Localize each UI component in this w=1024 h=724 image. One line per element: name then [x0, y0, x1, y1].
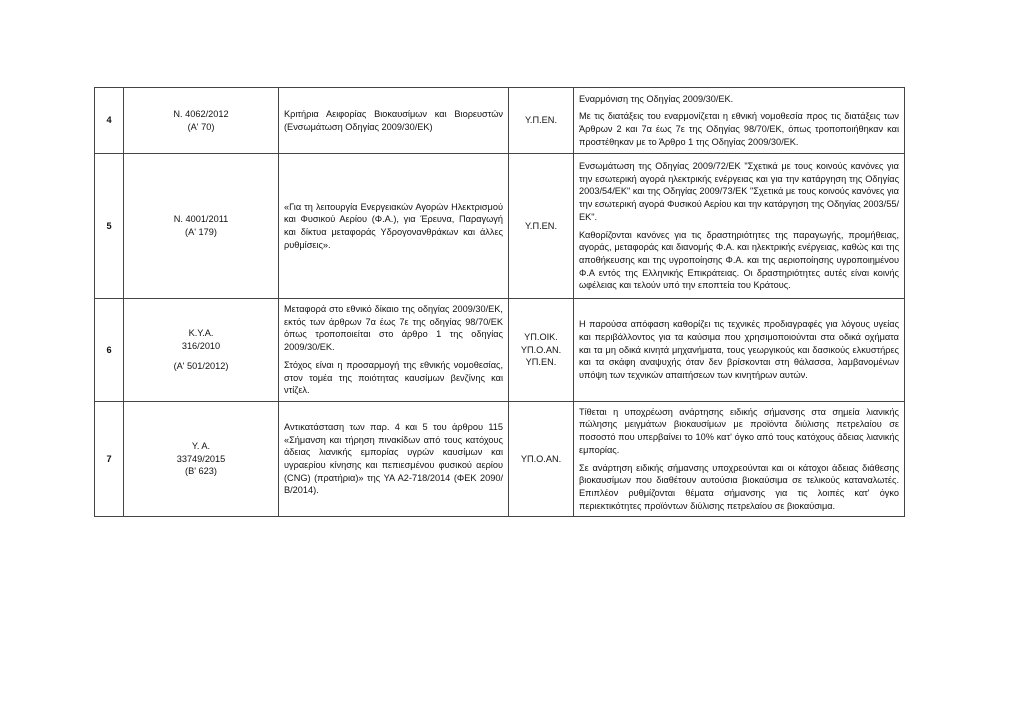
- description-cell: [574, 402, 905, 517]
- law-reference: Ν. 4062/2012: [173, 108, 229, 119]
- table-row: [95, 154, 905, 299]
- law-cell: [124, 402, 279, 517]
- subject-text: Μεταφορά στο εθνικό δίκαιο της οδηγίας 2009/30/ΕΚ, εκτός των άρθρων 7α έως 7ε της οδηγίας 98/70/ΕΚ όπως τροποποιείται στο άρθρο 1 της οδηγίας 2009/30/ΕΚ.: [284, 304, 503, 353]
- description-text: Σε ανάρτηση ειδικής σήμανσης υποχρεούνται και οι κάτοχοι άδειας διάθεσης βιοκαυσίμων που διαθέτουν αυτούσια βιοκαύσιμα σε τελικούς καταναλωτές. Επιπλέον ρυθμίζονται θέματα σήμανσης για τις λοιπές κατ' όγκο περιεκτικότητες προϊόντων διύλισης πετρελαίου σε βιοκαύσιμα.: [579, 462, 899, 511]
- row-number-cell: [95, 299, 124, 402]
- ministry-code: ΥΠ.Ο.ΑΝ.: [520, 453, 562, 464]
- ministry-cell: [509, 402, 574, 517]
- row-number-cell: [95, 88, 124, 154]
- ministry-cell: [509, 299, 574, 402]
- subject-text: Κριτήρια Αειφορίας Βιοκαυσίμων και Βιορευστών (Ενσωμάτωση Οδηγίας 2009/30/ΕΚ): [284, 108, 503, 132]
- law-reference: Ν. 4001/2011: [173, 214, 229, 225]
- law-cell: [124, 299, 279, 402]
- ministry-cell: [509, 88, 574, 154]
- description-text: Ενσωμάτωση της Οδηγίας 2009/72/ΕΚ "Σχετικά με τους κοινούς κανόνες για την εσωτερική αγορά ηλεκτρικής ενέργειας και για την κατάργηση της Οδηγίας 2003/54/ΕΚ" και της Οδηγίας 2009/73/ΕΚ "Σχετικά με τους κοινούς κανόνες για την εσωτερική αγορά Φυσικού Αερίου και την κατάργηση της Οδηγίας 2003/55/ΕΚ".: [579, 161, 899, 222]
- law-cell: [124, 154, 279, 299]
- law-number: 316/2010: [181, 341, 221, 352]
- description-text: Εναρμόνιση της Οδηγίας 2009/30/ΕΚ.: [579, 93, 734, 104]
- row-number: 7: [106, 453, 112, 464]
- ministry-code: ΥΠ.Ο.ΑΝ.: [520, 344, 562, 355]
- gazette-reference: (Α' 501/2012): [173, 360, 229, 371]
- legislation-table: [94, 87, 905, 517]
- description-cell: [574, 88, 905, 154]
- ministry-cell: [509, 154, 574, 299]
- gazette-reference: (Α' 179): [185, 227, 217, 237]
- description-text: Με τις διατάξεις του εναρμονίζεται η εθνική νομοθεσία προς τις διατάξεις των Άρθρων 2 και 7α έως 7ε της Οδηγίας 98/70/ΕΚ, όπως τροποποιήθηκαν και προστέθηκαν με το Άρθρο 1 της Οδηγίας 2009/30/ΕΚ.: [579, 111, 899, 147]
- table-row: [95, 88, 905, 154]
- law-reference: Κ.Υ.Α.: [188, 328, 214, 339]
- gazette-reference: (Α' 70): [187, 121, 215, 132]
- subject-text: Αντικατάσταση των παρ. 4 και 5 του άρθρου 115 «Σήμανση και τήρηση πινακίδων από τους κατόχους άδειας λιανικής εμπορίας υγρών καυσίμων και υγραερίου κίνησης και πεπιεσμένου φυσικού αερίου (CNG) (πρατήρια)» της ΥΑ Α2-718/2014 (ΦΕΚ 2090/Β/2014).: [284, 421, 503, 496]
- row-number: 6: [106, 344, 112, 355]
- ministry-code: ΥΠ.ΕΝ.: [525, 357, 557, 368]
- description-cell: [574, 154, 905, 299]
- table-row: [95, 299, 905, 402]
- subject-cell: [279, 154, 509, 299]
- row-number-cell: [95, 154, 124, 299]
- subject-cell: [279, 299, 509, 402]
- row-number-cell: [95, 402, 124, 517]
- description-cell: [574, 299, 905, 402]
- row-number: 5: [106, 220, 112, 231]
- subject-text: «Για τη λειτουργία Ενεργειακών Αγορών Ηλεκτρισμού και Φυσικού Αερίου (Φ.Α.), για Έρευνα, Παραγωγή και δίκτυα μεταφοράς Υδρογονανθράκων και άλλες ρυθμίσεις».: [284, 201, 503, 250]
- description-text: Καθορίζονται κανόνες για τις δραστηριότητες της παραγωγής, προμήθειας, αγοράς, μεταφοράς και διανομής Φ.Α. και ηλεκτρικής ενέργειας, καθώς και της αποθήκευσης και της υγροποίησης Φ.Α. και της αεριοποίησης υγροποιημένου Φ.Α εντός της Ελληνικής Επικράτειας. Οι δραστηριότητες αυτές είναι κοινής ωφέλειας και τελούν υπό την εποπτεία του Κράτους.: [579, 229, 899, 291]
- description-text: Τίθεται η υποχρέωση ανάρτησης ειδικής σήμανσης στα σημεία λιανικής πώλησης μειγμάτων βιοκαυσίμων με προϊόντα διύλισης πετρελαίου σε ποσοστό που υπερβαίνει το 10% κατ' όγκο από τους κατόχους άδειας λιανικής εμπορίας.: [579, 406, 899, 455]
- law-cell: [124, 88, 279, 154]
- gazette-reference: (Β' 623): [185, 466, 217, 477]
- row-number: 4: [106, 115, 112, 126]
- subject-cell: [279, 88, 509, 154]
- law-number: 33749/2015: [176, 453, 226, 464]
- subject-cell: [279, 402, 509, 517]
- table-row: [95, 402, 905, 517]
- ministry-code: Υ.Π.ΕΝ.: [524, 220, 557, 231]
- ministry-code: ΥΠ.ΟΙΚ.: [524, 331, 558, 342]
- law-reference: Υ. Α.: [191, 440, 211, 451]
- description-text: Η παρούσα απόφαση καθορίζει τις τεχνικές προδιαγραφές για λόγους υγείας και περιβάλλοντος για τα καύσιμα που χρησιμοποιούνται στα οδικά οχήματα και τα μη οδικά κινητά μηχανήματα, τους γεωργικούς και δασικούς ελκυστήρες και τα σκάφη αναψυχής όταν δεν βρίσκονται στη θάλασσα, λαμβανομένων υπόψη των τεχνικών απαιτήσεων των κινητήρων αυτών.: [579, 319, 899, 381]
- ministry-code: Υ.Π.ΕΝ.: [524, 115, 557, 126]
- subject-text: Στόχος είναι η προσαρμογή της εθνικής νομοθεσίας, στον τομέα της ποιότητας καυσίμων βενζίνης και ντίζελ.: [284, 359, 503, 396]
